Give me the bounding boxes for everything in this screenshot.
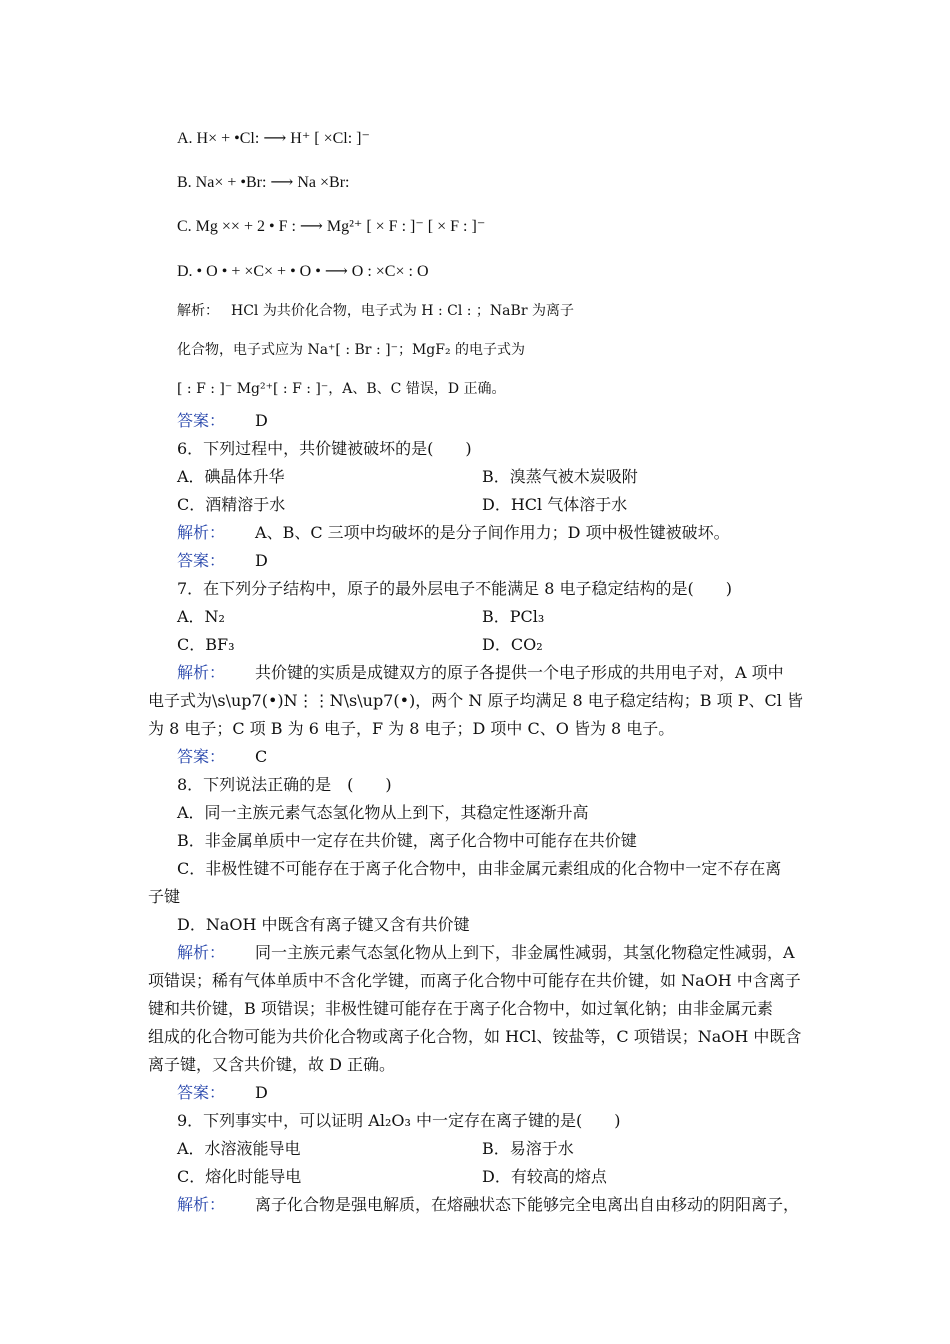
q7-option-d: D．CO₂ (482, 635, 543, 654)
q8-analysis-line-5: 离子键，又含共价键，故 D 正确。 (148, 1055, 396, 1074)
q9-analysis-line-1: 解析： 离子化合物是强电解质，在熔融状态下能够完全电离出自由移动的阴阳离子， (177, 1195, 800, 1214)
q6-option-c: C．酒精溶于水 (177, 495, 286, 514)
q8-analysis-line-1: 解析： 同一主族元素气态氢化物从上到下，非金属性减弱，其氢化物稳定性减弱，A (177, 943, 795, 962)
analysis-label: 解析： (177, 303, 219, 319)
q8-option-a: A．同一主族元素气态氢化物从上到下，其稳定性逐渐升高 (177, 803, 589, 822)
q9-option-d: D．有较高的熔点 (482, 1167, 607, 1186)
q9-option-c: C．熔化时能导电 (177, 1167, 302, 1186)
answer-label: 答案： (177, 551, 226, 570)
q7-option-b: B．PCl₃ (482, 607, 545, 626)
q8-answer: 答案： D (177, 1083, 268, 1102)
q8-analysis-line-2: 项错误；稀有气体单质中不含化学键，而离子化合物中可能存在共价键，如 NaOH 中含离子 (148, 971, 801, 990)
analysis-label: 解析： (177, 1195, 226, 1214)
q7-option-c: C．BF₃ (177, 635, 235, 654)
q7-analysis-line-2: 电子式为\s\up7(•)N⋮⋮N\s\up7(•)，两个 N 原子均满足 8 电子稳定结构；B 项 P、Cl 皆 (148, 691, 803, 710)
answer-label: 答案： (177, 411, 226, 430)
q8-option-c-line-2: 子键 (148, 887, 181, 906)
answer-label: 答案： (177, 747, 226, 766)
q8-option-d: D．NaOH 中既含有离子键又含有共价键 (177, 915, 470, 934)
q8-stem: 8．下列说法正确的是 ( ) (177, 775, 392, 794)
q7-answer: 答案： C (177, 747, 268, 766)
q5-analysis-line-2: 化合物，电子式应为 Na⁺[ : Br : ]⁻；MgF₂ 的电子式为 (177, 342, 526, 358)
q5-answer: 答案： D (177, 411, 268, 430)
q6-stem: 6．下列过程中，共价键被破坏的是( ) (177, 439, 472, 458)
option-a-formula: A. H× + •Cl: ⟶ H⁺ [ ×Cl: ]⁻ (177, 130, 370, 147)
q9-option-b: B．易溶于水 (482, 1139, 574, 1158)
q9-stem: 9．下列事实中，可以证明 Al₂O₃ 中一定存在离子键的是( ) (177, 1111, 621, 1130)
q7-stem: 7．在下列分子结构中，原子的最外层电子不能满足 8 电子稳定结构的是( ) (177, 579, 733, 598)
q6-answer: 答案： D (177, 551, 268, 570)
q6-option-a: A．碘晶体升华 (177, 467, 285, 486)
analysis-label: 解析： (177, 943, 226, 962)
q5-analysis-line-3: [ : F : ]⁻ Mg²⁺[ : F : ]⁻，A、B、C 错误，D 正确。 (177, 381, 506, 397)
analysis-label: 解析： (177, 663, 226, 682)
q8-analysis-line-4: 组成的化合物可能为共价化合物或离子化合物，如 HCl、铵盐等，C 项错误；NaOH 中既含 (148, 1027, 802, 1046)
option-c-formula: C. Mg ×× + 2 • F : ⟶ Mg²⁺ [ × F : ]⁻ [ × F : ]⁻ (177, 218, 486, 235)
q8-option-b: B．非金属单质中一定存在共价键，离子化合物中可能存在共价键 (177, 831, 637, 850)
q7-analysis-line-1: 解析： 共价键的实质是成键双方的原子各提供一个电子形成的共用电子对，A 项中 (177, 663, 784, 682)
analysis-label: 解析： (177, 523, 226, 542)
q8-analysis-line-3: 键和共价键，B 项错误；非极性键可能存在于离子化合物中，如过氧化钠；由非金属元素 (148, 999, 773, 1018)
q5-analysis-line-1: 解析： HCl 为共价化合物，电子式为 H : Cl : ；NaBr 为离子 (177, 303, 574, 319)
q6-option-b: B．溴蒸气被木炭吸附 (482, 467, 638, 486)
answer-label: 答案： (177, 1083, 226, 1102)
q7-analysis-line-3: 为 8 电子；C 项 B 为 6 电子，F 为 8 电子；D 项中 C、O 皆为 8 电子。 (148, 719, 675, 738)
option-b-formula: B. Na× + •Br: ⟶ Na ×Br: (177, 174, 350, 191)
q6-option-d: D．HCl 气体溶于水 (482, 495, 628, 514)
q7-option-a: A．N₂ (177, 607, 225, 626)
q9-option-a: A．水溶液能导电 (177, 1139, 301, 1158)
q6-analysis: 解析： A、B、C 三项中均破坏的是分子间作用力；D 项中极性键被破坏。 (177, 523, 730, 542)
q8-option-c-line-1: C．非极性键不可能存在于离子化合物中，由非金属元素组成的化合物中一定不存在离 (177, 859, 782, 878)
option-d-formula: D. • O • + ×C× + • O • ⟶ O : ×C× : O (177, 263, 429, 280)
